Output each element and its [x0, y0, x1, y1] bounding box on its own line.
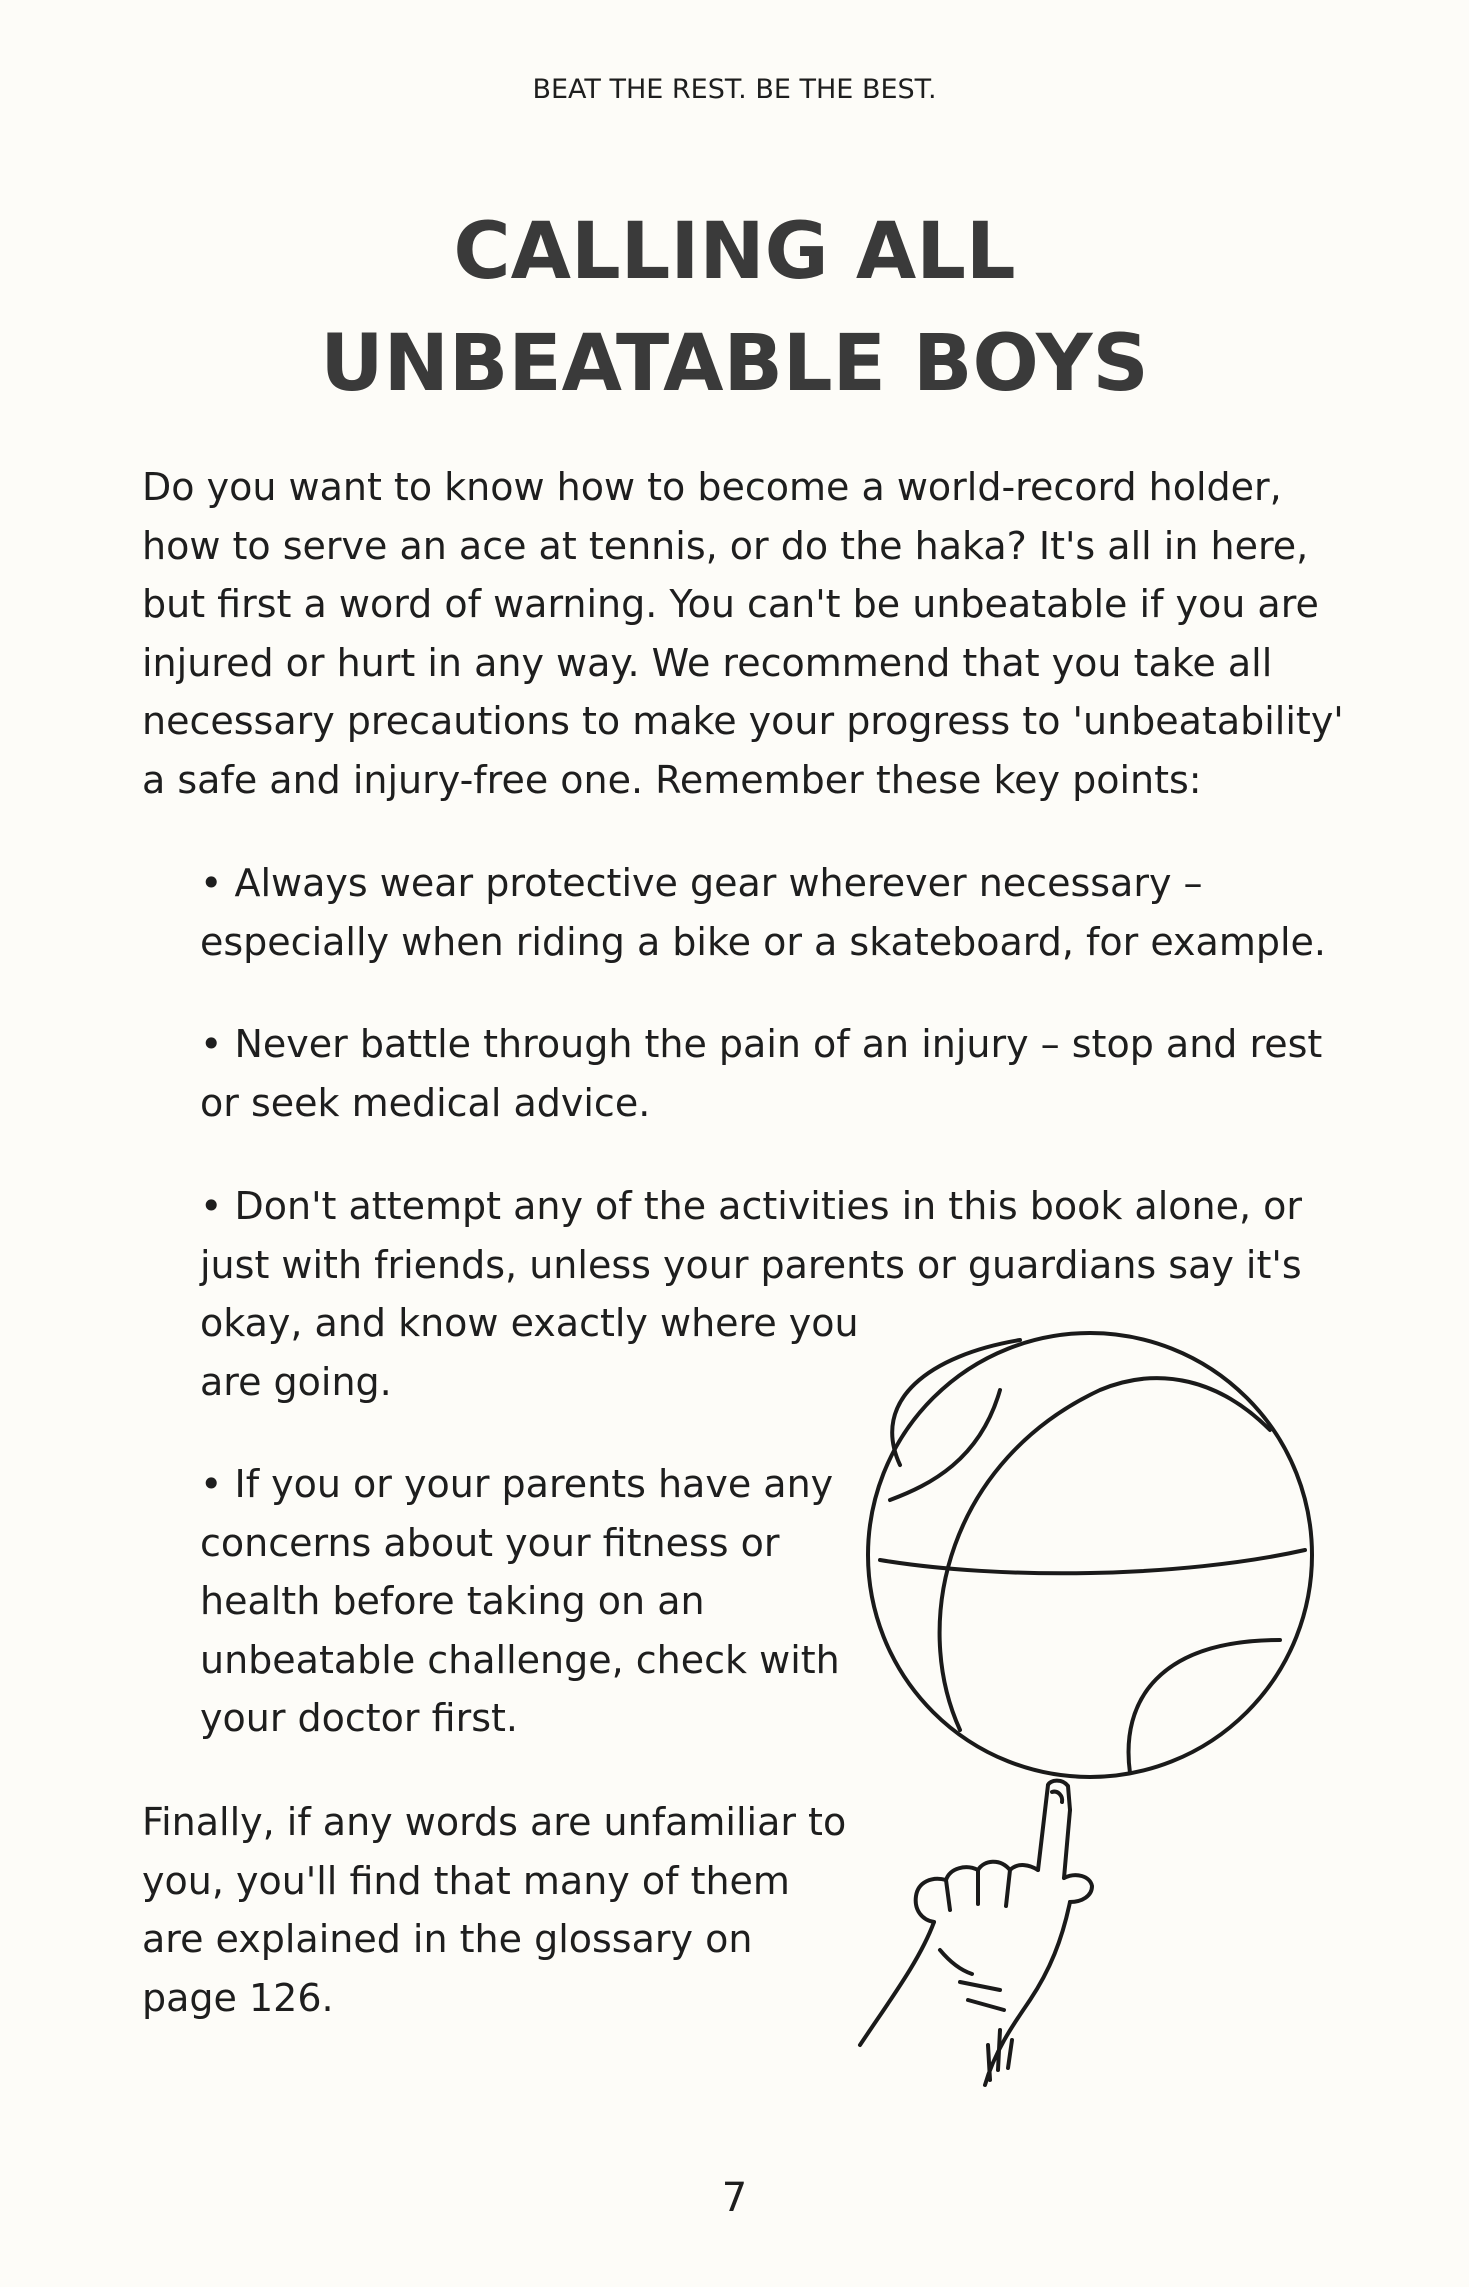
intro-line: injured or hurt in any way. We recommend that you take all — [142, 640, 1273, 685]
outro-line: are explained in the glossary on — [142, 1917, 753, 1961]
bullet-line: your doctor first. — [200, 1696, 518, 1740]
intro-line: but first a word of warning. You can't be unbeatable if you are — [142, 582, 1319, 626]
title-line-1: CALLING ALL — [453, 207, 1016, 297]
bullet-line: or seek medical advice. — [200, 1080, 651, 1125]
intro-line: a safe and injury-free one. Remember these key points: — [142, 757, 1202, 802]
bullet-line: are going. — [200, 1359, 392, 1404]
intro-paragraph — [142, 458, 1344, 809]
basketball-icon — [868, 1333, 1312, 1777]
outro-line: you, you'll find that many of them — [142, 1858, 790, 1903]
intro-line: how to serve an ace at tennis, or do the haka? It's all in here, — [142, 523, 1309, 568]
bullet-line: • Always wear protective gear wherever necessary – — [200, 861, 1203, 905]
running-head: BEAT THE REST. BE THE BEST. — [532, 74, 937, 105]
bullet-protective-gear — [200, 854, 1326, 971]
bullet-line: especially when riding a bike or a skateboard, for example. — [200, 919, 1326, 964]
intro-line: Do you want to know how to become a world-record holder, — [142, 465, 1282, 509]
title-line-2: UNBEATABLE BOYS — [320, 319, 1149, 409]
outro-line: page 126. — [142, 1975, 334, 2020]
page-number: 7 — [721, 2175, 748, 2221]
bullet-injury-pain — [200, 1015, 1322, 1132]
bullet-line: • Don't attempt any of the activities in this book alone, or — [200, 1184, 1302, 1228]
basketball-spinning-on-finger-icon — [800, 1310, 1340, 2130]
page-title — [0, 196, 1469, 420]
bullet-line: unbeatable challenge, check with — [200, 1637, 840, 1682]
bullet-health-concerns — [200, 1455, 840, 1748]
bullet-line: • If you or your parents have any — [200, 1462, 834, 1506]
bullet-line: okay, and know exactly where you — [200, 1301, 859, 1345]
bullet-line: • Never battle through the pain of an injury – stop and rest — [200, 1022, 1323, 1066]
outro-line: Finally, if any words are unfamiliar to — [142, 1800, 847, 1844]
closing-paragraph — [142, 1793, 846, 2027]
bullet-line: just with friends, unless your parents or guardians say it's — [200, 1242, 1302, 1287]
bullet-line: concerns about your fitness or — [200, 1520, 780, 1565]
bullet-line: health before taking on an — [200, 1579, 705, 1623]
intro-line: necessary precautions to make your progress to 'unbeatability' — [142, 699, 1344, 743]
